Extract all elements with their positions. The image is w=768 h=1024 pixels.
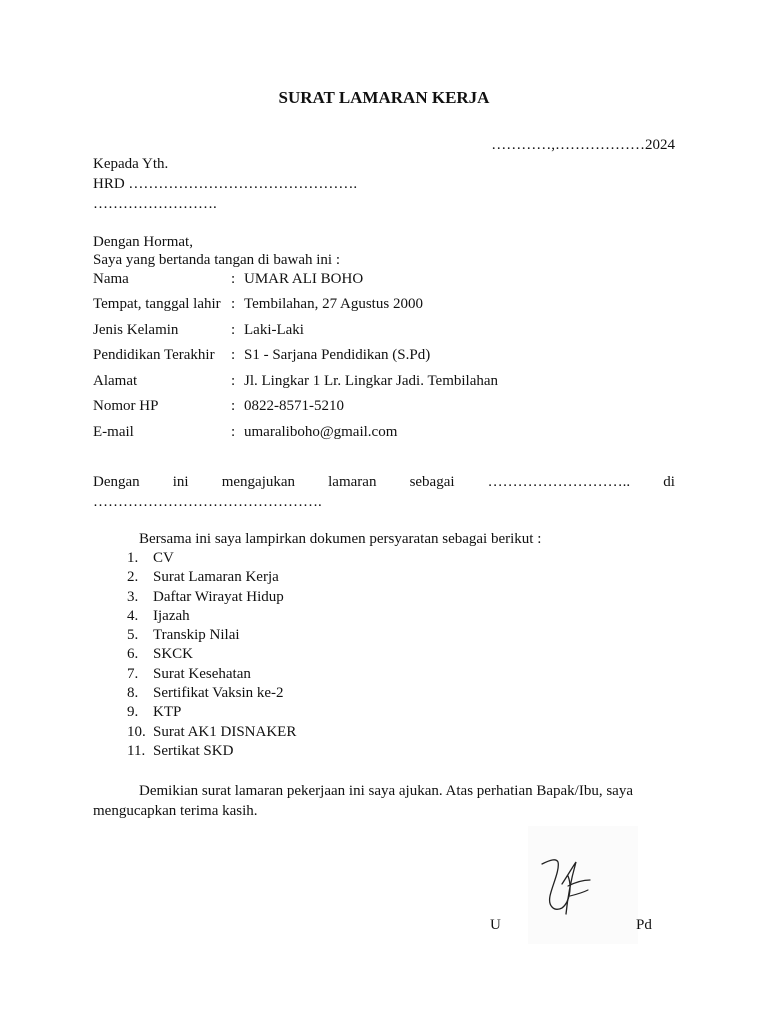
application-word: ……………………….. xyxy=(487,474,631,490)
info-value-gender: Laki-Laki xyxy=(244,322,304,338)
attachments-list xyxy=(127,549,296,761)
closing-paragraph: Demikian surat lamaran pekerjaan ini saya ajukan. Atas perhatian Bapak/Ibu, saya mengucapkan terima kasih. xyxy=(93,783,633,819)
application-line-1 xyxy=(93,473,675,491)
list-item xyxy=(127,665,296,684)
recipient-hrd: HRD ………………………………………. xyxy=(93,176,358,192)
list-text: Surat AK1 DISNAKER xyxy=(153,723,297,740)
info-label-education: Pendidikan Terakhir xyxy=(93,347,215,363)
list-text: Daftar Wirayat Hidup xyxy=(153,588,284,605)
application-line-2: ………………………………………. xyxy=(93,494,322,510)
list-text: SKCK xyxy=(153,646,194,663)
list-number: 1. xyxy=(127,550,139,566)
list-text: Surat Lamaran Kerja xyxy=(153,569,279,586)
application-word: sebagai xyxy=(409,474,455,490)
info-value-name: UMAR ALI BOHO xyxy=(244,271,364,287)
list-item xyxy=(127,645,296,664)
info-label-email: E-mail xyxy=(93,424,134,440)
list-number: 9. xyxy=(127,704,139,721)
info-value-email: umaraliboho@gmail.com xyxy=(244,424,398,440)
intro-line: Saya yang bertanda tangan di bawah ini : xyxy=(93,252,341,268)
signer-name-start: U xyxy=(490,917,501,933)
list-number: 6. xyxy=(127,646,139,663)
list-item xyxy=(127,607,296,626)
info-colon: : xyxy=(231,373,236,389)
letter-title: SURAT LAMARAN KERJA xyxy=(278,88,490,107)
list-number: 5. xyxy=(127,627,139,644)
list-text: CV xyxy=(153,550,174,566)
list-item xyxy=(127,703,296,722)
info-colon: : xyxy=(231,322,236,338)
list-item xyxy=(127,723,296,742)
list-number: 2. xyxy=(127,569,139,586)
signature-image xyxy=(532,856,602,920)
list-number: 4. xyxy=(127,607,139,624)
info-value-birth: Tembilahan, 27 Agustus 2000 xyxy=(244,296,423,312)
signer-name-end: Pd xyxy=(636,917,652,933)
list-text: Sertifikat Vaksin ke-2 xyxy=(153,685,284,702)
info-label-name: Nama xyxy=(93,271,129,287)
info-label-gender: Jenis Kelamin xyxy=(93,322,179,338)
application-word: ini xyxy=(172,474,189,490)
list-item xyxy=(127,588,296,607)
recipient-address: ……………………. xyxy=(93,196,217,212)
date-line: …………,………………2024 xyxy=(491,137,675,153)
list-item xyxy=(127,568,296,587)
recipient-greeting: Kepada Yth. xyxy=(93,156,169,172)
info-value-education: S1 - Sarjana Pendidikan (S.Pd) xyxy=(244,347,431,363)
list-item xyxy=(127,742,296,761)
info-label-address: Alamat xyxy=(93,373,138,389)
list-text: Transkip Nilai xyxy=(153,627,240,644)
info-label-birth: Tempat, tanggal lahir xyxy=(93,296,221,312)
info-colon: : xyxy=(231,296,236,312)
list-number: 3. xyxy=(127,588,139,605)
list-text: Sertikat SKD xyxy=(153,742,234,759)
application-word: lamaran xyxy=(328,474,377,490)
list-item xyxy=(127,684,296,703)
info-value-phone: 0822-8571-5210 xyxy=(244,398,344,414)
list-number: 11. xyxy=(127,742,146,759)
list-item xyxy=(127,549,296,568)
info-colon: : xyxy=(231,424,236,440)
list-number: 7. xyxy=(127,665,139,682)
application-word: di xyxy=(663,474,675,490)
info-colon: : xyxy=(231,398,236,414)
info-colon: : xyxy=(231,271,236,287)
list-item xyxy=(127,626,296,645)
list-text: Ijazah xyxy=(153,607,190,624)
list-number: 8. xyxy=(127,685,139,702)
salutation: Dengan Hormat, xyxy=(93,234,193,250)
info-value-address: Jl. Lingkar 1 Lr. Lingkar Jadi. Tembilahan xyxy=(244,373,499,389)
list-text: KTP xyxy=(153,704,182,721)
application-word: Dengan xyxy=(93,474,140,490)
info-colon: : xyxy=(231,347,236,363)
attachments-intro: Bersama ini saya lampirkan dokumen persyaratan sebagai berikut : xyxy=(139,531,542,547)
application-word: mengajukan xyxy=(221,474,296,490)
info-label-phone: Nomor HP xyxy=(93,398,159,414)
list-number: 10. xyxy=(127,723,146,740)
list-text: Surat Kesehatan xyxy=(153,665,251,682)
